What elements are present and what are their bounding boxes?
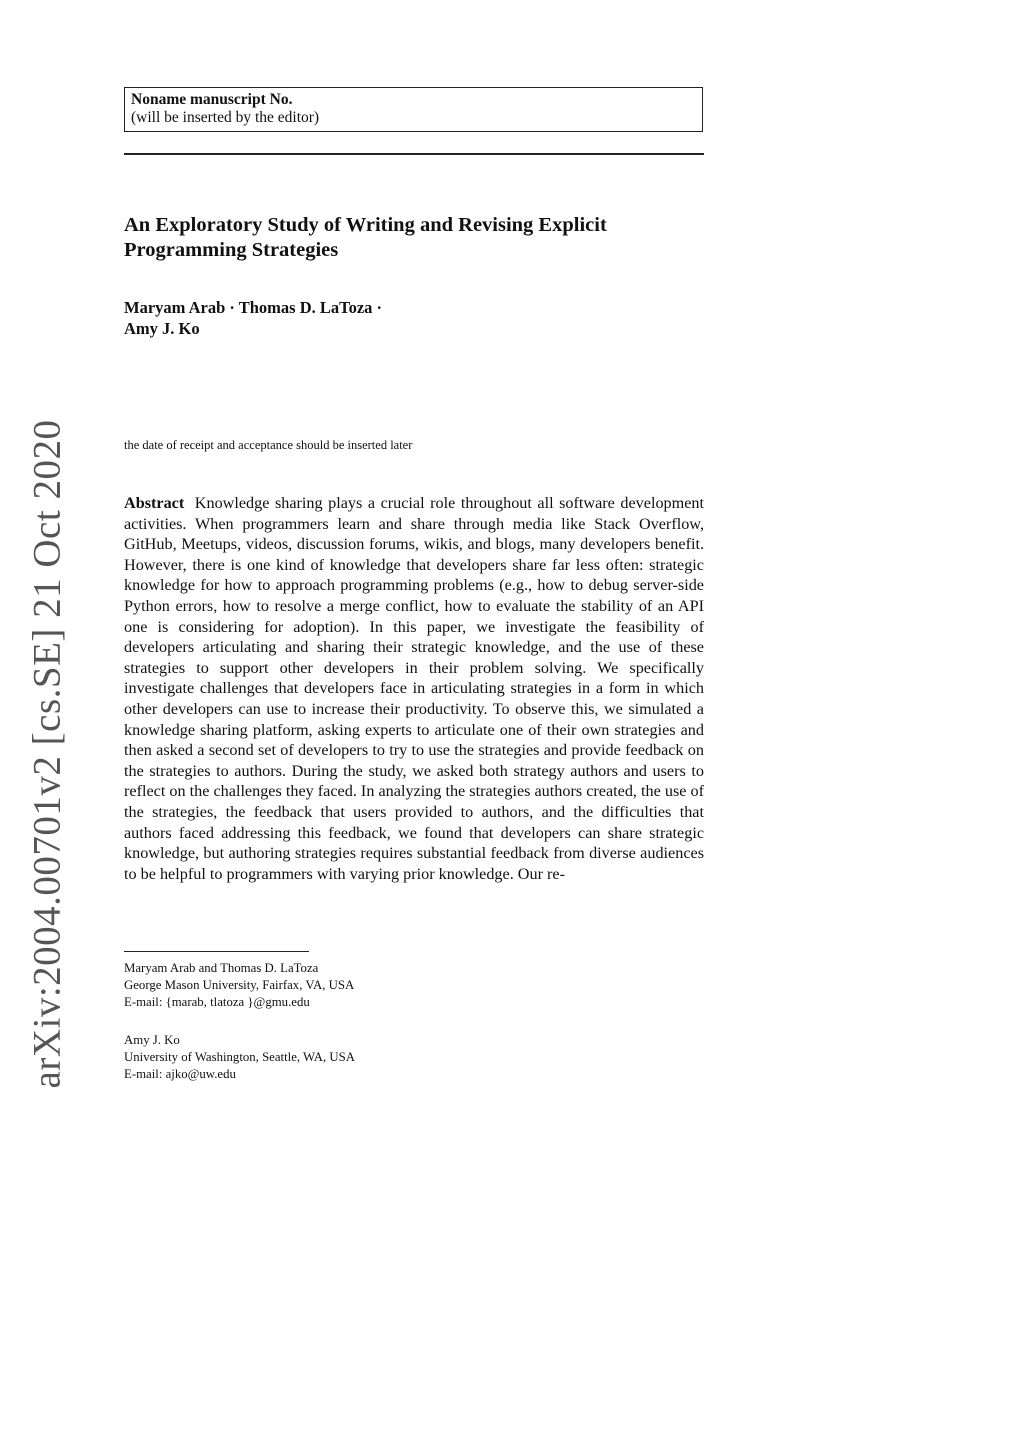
affiliation-block	[124, 960, 704, 1011]
manuscript-editor-note: (will be inserted by the editor)	[131, 109, 320, 126]
authors-line-1: Maryam Arab · Thomas D. LaToza ·	[124, 298, 383, 317]
abstract-label: Abstract	[124, 494, 185, 512]
header-divider	[124, 153, 704, 155]
affiliation-institution: George Mason University, Fairfax, VA, USA	[124, 978, 355, 992]
footnote-divider	[124, 951, 309, 952]
paper-title: An Exploratory Study of Writing and Revising Explicit Programming Strategies	[124, 214, 607, 261]
affiliation-email: E-mail: ajko@uw.edu	[124, 1067, 236, 1081]
affiliation-names: Maryam Arab and Thomas D. LaToza	[124, 961, 319, 975]
receipt-date-note: the date of receipt and acceptance should be inserted later	[124, 438, 413, 452]
manuscript-info-box	[124, 87, 703, 132]
affiliation-institution: University of Washington, Seattle, WA, USA	[124, 1050, 355, 1064]
affiliation-email: E-mail: {marab, tlatoza }@gmu.edu	[124, 995, 310, 1009]
manuscript-number-label: Noname manuscript No.	[131, 91, 293, 108]
authors-line-2: Amy J. Ko	[124, 319, 200, 338]
arxiv-identifier-stamp: arXiv:2004.00701v2 [cs.SE] 21 Oct 2020	[25, 419, 69, 1089]
abstract-paragraph	[124, 493, 704, 884]
affiliation-names: Amy J. Ko	[124, 1033, 180, 1047]
author-list	[124, 297, 704, 339]
abstract-body: Knowledge sharing plays a crucial role throughout all software development activities. When programmers learn and share through media like Stack Overflow, GitHub, Meetups, videos, discussion forums, wikis, and blogs, many developers benefit. However, there is one kind of knowledge that developers share far less often: strategic knowledge for how to approach programming problems (e.g., how to debug server-side Python errors, how to resolve a merge conflict, how to evaluate the stability of an API one is considering for adoption). In this paper, we investigate the feasibility of developers articulating and sharing their strategic knowledge, and the use of these strategies to support other developers in their problem solving. We specifically investigate challenges that developers face in articulating strategies in a form in which other developers can use to increase their productivity. To observe this, we simulated a knowledge sharing platform, asking experts to articulate one of their own strategies and then asked a second set of developers to try to use the strategies and provide feedback on the strategies to authors. During the study, we asked both strategy authors and users to reflect on the challenges they faced. In analyzing the strategies authors created, the use of the strategies, the feedback that users provided to authors, and the difficulties that authors faced addressing this feedback, we found that developers can share strategic knowledge, but authoring strategies requires substantial feedback from diverse audiences to be helpful to programmers with varying prior knowledge. Our re-	[124, 494, 704, 883]
affiliation-block	[124, 1032, 704, 1083]
